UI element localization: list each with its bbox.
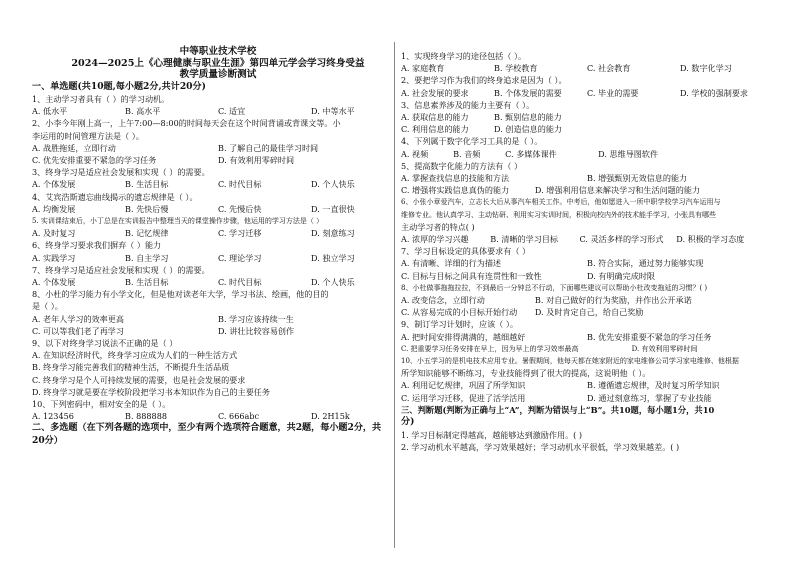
option: A. 把时间安排得满满的，越细越好 [401, 331, 526, 342]
section-multi-choice: 二、多选题（在下列各题的选项中，至少有两个选项符合题意，共2题，每小题2分，共 [32, 422, 382, 434]
option: B. 清晰的学习目标 [490, 234, 559, 245]
option: B. 了解自己的最佳学习时间 [218, 142, 319, 153]
option: C. 运用学习迁移，促进了活学活用 [401, 392, 526, 403]
school-name: 中等职业技术学校 [179, 46, 257, 57]
option: B. 自主学习 [125, 252, 169, 263]
question-4: 4、艾宾浩斯遗忘曲线揭示的遗忘规律是（ ）。 [32, 191, 198, 202]
option: B. 优先安排重要不紧急的学习任务 [587, 331, 712, 342]
question-8: 8、小杜的学习能力有小学文化，但是他对读老年大学，学习书法、绘画，他的目的 [32, 289, 329, 300]
option: D. 通过刻意练习，掌握了专业技能 [587, 392, 712, 403]
option: C. 利用信息的能力 [401, 124, 469, 135]
option: B. 遵循遗忘规律，及时复习所学知识 [587, 380, 720, 391]
question-m10-options [401, 379, 773, 391]
section-single-choice: 一、单选题(共10题,每小题2分,共计20分) [32, 80, 206, 92]
question-m10: 10、小五学习的是机电技术应用专业。暑假期间，他每天都在她家附近的家电维修公司学习家电维修、他根据 [401, 357, 739, 366]
question-m9-options-2 [401, 343, 773, 355]
question-1: 1、主动学习者具有（ ）的学习动机。 [32, 93, 170, 104]
option: D. 思维导图软件 [598, 148, 659, 159]
question-m7: 7、学习目标设定的具体要求有（ ） [401, 246, 531, 257]
question-5-options [32, 227, 404, 239]
option: A. 个体发展 [32, 276, 76, 287]
question-m1: 1、实现终身学习的途径包括（ ）。 [401, 51, 527, 61]
question-2: 2、小李今年刚上高一，上午7:00—8:00的时间每天会在这个时间背诵或背课文等。小 [32, 118, 341, 129]
question-m6: 6、小张小章爱汽车，立志长大后从事汽车相关工作。中考后，他如愿进入一所中职学校学习汽车运用与 [401, 198, 721, 207]
question-m5-options-2 [401, 184, 773, 196]
option: D. 个人快乐 [311, 179, 355, 190]
option: B. 学习应该持续一生 [218, 313, 294, 324]
option: D. 及时肯定自己，给自己奖励 [534, 307, 644, 318]
option: A. 及时复习 [32, 228, 76, 239]
section-true-false-cont: 分) [401, 416, 415, 428]
question-3: 3、终身学习是适应社会发展和实现（ ）的需要。 [32, 167, 210, 178]
option: C. 增强将实践信息真伪的能力 [401, 185, 510, 196]
option: C. 目标与目标之间具有连贯性和一致性 [401, 270, 542, 281]
option: A. 低水平 [32, 106, 68, 117]
question-8-options-2 [32, 325, 404, 337]
question-m3: 3、信息素养涉及的能力主要有（ ）。 [401, 99, 535, 110]
question-m8-options [401, 294, 773, 306]
question-6-options [32, 252, 404, 264]
option: B. 个体发展的需要 [494, 87, 562, 98]
option: C. 时代目标 [218, 276, 262, 287]
question-m10-options-2 [401, 392, 773, 404]
section-true-false: 三、判断题(判断为正确与上“A”，判断为错误与上“B”。共10题，每小题1分，共10 [401, 404, 715, 415]
option: B. 对自己做好的行为奖励，并作出公开承诺 [534, 295, 692, 306]
option: D. 讲壮比较容易创作 [218, 325, 295, 336]
option: D. 创造信息的能力 [494, 124, 563, 135]
option: D. 有效利用零碎时间 [631, 344, 698, 353]
option: C. 终身学习是个人可持续发展的需要，也是社会发展的要求 [32, 374, 246, 385]
question-m2: 2、要把学习作为我们的终身追求是因为（ ）。 [401, 75, 567, 86]
option: A. 视频 [401, 148, 429, 159]
question-9: 9、以下对终身学习说法不正确的是（ ） [32, 337, 178, 348]
option: D. 2H15k [311, 411, 350, 422]
option: C. 适宜 [218, 106, 246, 117]
option: C. 可以等我们老了再学习 [32, 325, 124, 336]
option: C. 从容易完成的小目标开始行动 [401, 307, 518, 318]
option: A. 社会发展的要求 [401, 87, 469, 98]
question-m4-options [401, 148, 773, 160]
option: A. 浓厚的学习兴趣 [401, 234, 469, 245]
option: D. 学校的强制要求 [680, 87, 749, 98]
question-m9-options [401, 331, 773, 343]
option: A. 老年人学习的效率更高 [32, 313, 124, 324]
option: D. 有效利用零碎时间 [218, 154, 295, 165]
option: C. 多媒体课件 [505, 148, 557, 159]
option: B. 学校教育 [494, 63, 538, 74]
question-m7-options [401, 257, 773, 269]
judgement-2: 2. 学习动机水平越高，学习效果越好；学习动机水平很低，学习效果越差。( ) [401, 441, 680, 452]
question-m9: 9、制订学习计划时，应该（ ）。 [401, 319, 518, 330]
question-m7-options-2 [401, 270, 773, 282]
question-m6-cont-2: 主动学习者的特点( ) [401, 221, 475, 232]
judgement-1: 1. 学习目标制定得越高，越能够达到激励作用。( ) [401, 429, 583, 440]
option: C. 灵活多样的学习形式 [579, 234, 664, 245]
question-3-options [32, 178, 404, 190]
option: A. 获取信息的能力 [401, 112, 469, 123]
option: B. 生活目标 [125, 179, 169, 190]
question-2-options [32, 142, 404, 154]
option: C. 优先安排重要不紧急的学习任务 [32, 154, 157, 165]
option: D. 中等水平 [311, 106, 355, 117]
question-5: 5. 实训课结束后，小丁总是在实训报告中整理当天的课堂操作步骤，他运用的学习方法是（ ） [32, 216, 324, 225]
option: C. 社会教育 [587, 63, 631, 74]
left-column [32, 46, 404, 447]
option: B. 增强甄别无效信息的能力 [587, 173, 688, 184]
question-2-options-2 [32, 154, 404, 166]
question-1-options [32, 105, 404, 117]
option: A. 个体发展 [32, 179, 76, 190]
option: D. 有明确完成时限 [587, 270, 656, 281]
option: C. 学习迁移 [218, 228, 262, 239]
option: A. 有清晰、详细的行为描述 [401, 258, 502, 269]
option: D. 积极的学习态度 [676, 234, 745, 245]
exam-title: 2024—2025上《心理健康与职业生涯》第四单元学会学习终身受益 [71, 57, 365, 69]
question-m3-options [401, 111, 773, 123]
option: B. 甄别信息的能力 [494, 112, 562, 123]
question-m6-options [401, 233, 773, 245]
question-m1-options [401, 62, 773, 74]
question-4-options [32, 203, 404, 215]
option: D. 独立学习 [311, 252, 355, 263]
question-2-cont: 李运用的时间管理方法是（ ）。 [32, 130, 144, 141]
option: A. 战胜拖延，立即行动 [32, 142, 116, 153]
question-10: 10、下列密码中，相对安全的是（ ）。 [32, 398, 171, 409]
option: C. 先慢后快 [218, 203, 262, 214]
option: C. 毕业的需要 [587, 87, 639, 98]
option: B. 888888 [125, 411, 167, 422]
option: D. 数字化学习 [680, 63, 732, 74]
question-7: 7、终身学习是适应社会发展和实现（ ）的需要。 [32, 264, 210, 275]
option: C. 666abc [218, 411, 260, 422]
option: A. 家庭教育 [401, 63, 445, 74]
option: B. 生活目标 [125, 276, 169, 287]
option: D. 一直很快 [311, 203, 355, 214]
option: D. 个人快乐 [311, 276, 355, 287]
option: A. 利用记忆规律，巩固了所学知识 [401, 380, 526, 391]
option: A. 实践学习 [32, 252, 76, 263]
option: B. 音频 [453, 148, 481, 159]
exam-subtitle: 教学质量诊断测试 [179, 69, 257, 80]
option: C. 理论学习 [218, 252, 262, 263]
option: D. 刻意练习 [311, 228, 355, 239]
section-multi-choice-cont: 20分） [32, 434, 63, 446]
option: B. 记忆规律 [125, 228, 169, 239]
question-m5-options [401, 172, 773, 184]
question-m5: 5、提高数字化能力的方法有（ ） [401, 160, 523, 171]
question-m8: 8、小杜做事拖拖拉拉，不到最后一分钟总不行动，下面哪些建议可以帮助小杜改变拖延的习惯？( ) [401, 283, 708, 292]
option: A. 在知识经济时代，终身学习应成为人们的一种生活方式 [32, 350, 238, 361]
option: B. 先快后慢 [125, 203, 169, 214]
question-7-options [32, 276, 404, 288]
option: B. 终身学习能完善我们的精神生活，不断提升生活品质 [32, 362, 230, 373]
option: A. 均衡发展 [32, 203, 76, 214]
question-m4: 4、下列属于数字化学习工具的是（ ）。 [401, 136, 543, 147]
option: A. 123456 [32, 411, 74, 422]
question-10-options [32, 410, 404, 422]
question-8-cont: 是（ ）。 [32, 301, 63, 312]
option: A. 掌握查找信息的技能和方法 [401, 173, 510, 184]
question-m6-cont: 维修专业。他认真学习、主动钻研、利用实习实训时间，积极向校内外的技术能手学习，小张具有哪些 [401, 210, 716, 219]
option: A. 改变信念，立即行动 [401, 295, 485, 306]
option: B. 符合实际，通过努力能够实现 [587, 258, 704, 269]
question-6: 6、终身学习要求我们摒弃（ ）能力 [32, 240, 162, 251]
question-m8-options-2 [401, 306, 773, 318]
right-column [401, 50, 773, 453]
question-m2-options [401, 87, 773, 99]
question-8-options [32, 313, 404, 325]
option: C. 时代目标 [218, 179, 262, 190]
option: B. 高水平 [125, 106, 161, 117]
option: D. 终身学习就是要在学校阶段把学习书本知识作为自己的主要任务 [32, 386, 270, 397]
question-m10-cont: 所学知识能够不断练习，专业技能得到了很大的提高，这说明他（ ）。 [401, 368, 651, 379]
option: D. 增强利用信息来解决学习和生活问题的能力 [534, 185, 701, 196]
option: C. 把重要学习任务安排在早上，因为早上的学习效率最高 [401, 344, 579, 353]
question-m3-options-2 [401, 123, 773, 135]
